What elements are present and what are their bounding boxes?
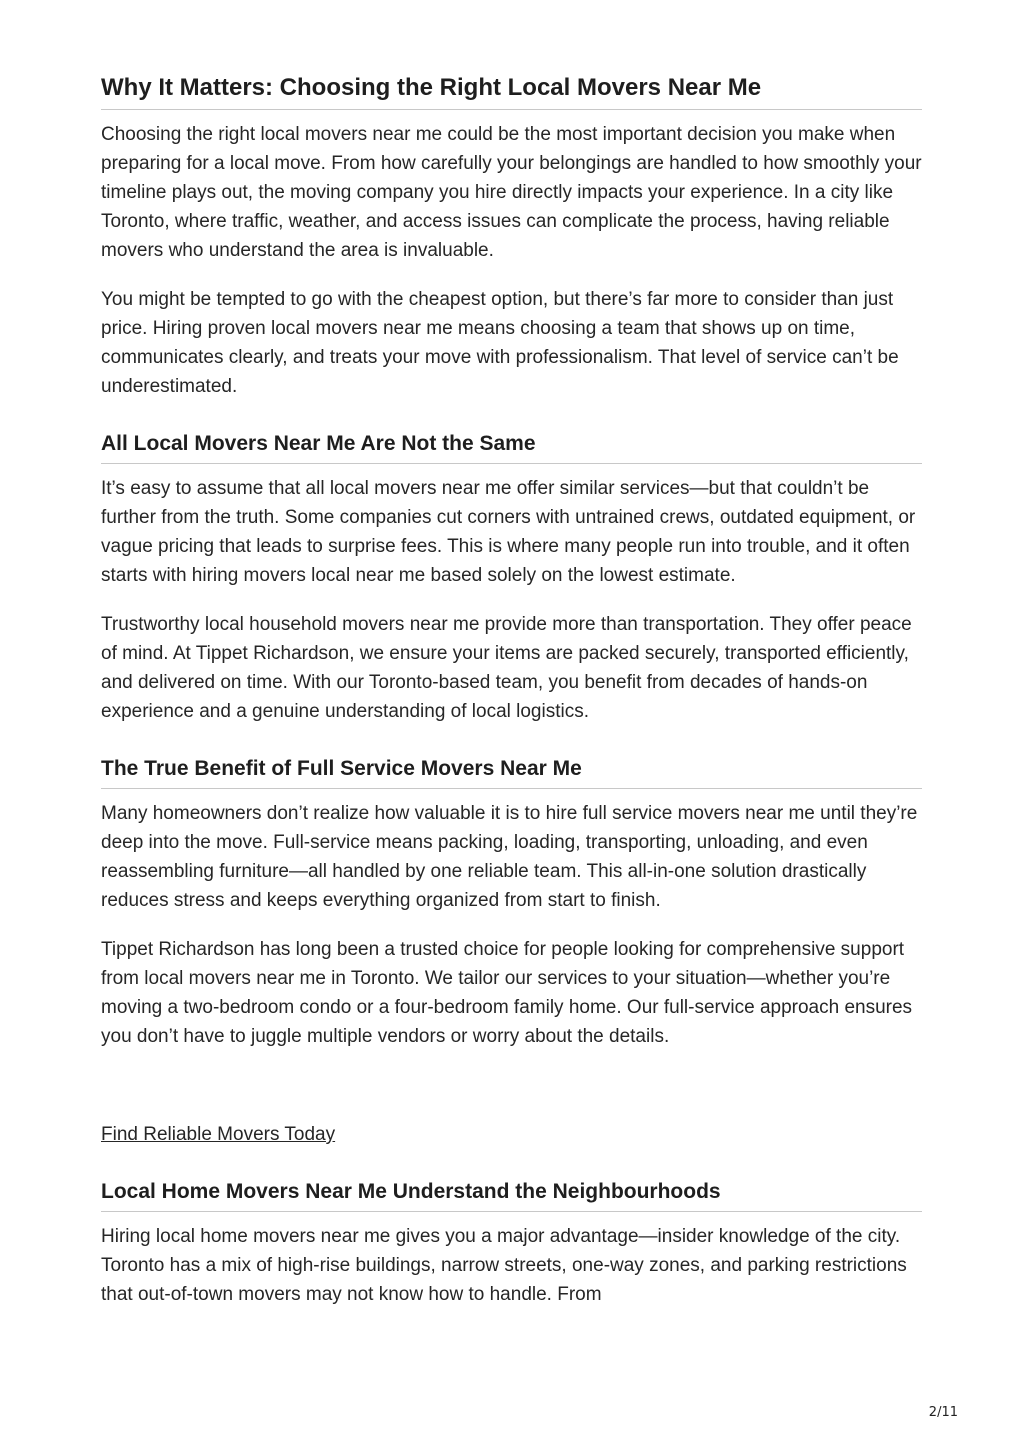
paragraph: You might be tempted to go with the cheapest option, but there’s far more to consider than just price. Hiring proven local movers near me means choosing a team that shows up on time, communicates clearly, and treats your move with professionalism. That level of service can’t be underestimated. [101, 289, 899, 397]
section-full-service [101, 754, 922, 1149]
document-page [101, 71, 922, 1309]
paragraph: Tippet Richardson has long been a trusted choice for people looking for comprehensive support from local movers near me in Toronto. We tailor our services to your situation—whether you’re moving a two-bedroom condo or a four-bedroom family home. Our full-service approach ensures you don’t have to juggle multiple vendors or worry about the details. [101, 939, 913, 1047]
section-heading: Why It Matters: Choosing the Right Local Movers Near Me [101, 71, 922, 110]
paragraph: It’s easy to assume that all local movers near me offer similar services—but that couldn’t be further from the truth. Some companies cut corners with untrained crews, outdated equipment, or vague pricing that leads to surprise fees. This is where many people run into trouble, and it often starts with hiring movers local near me based solely on the lowest estimate. [101, 478, 916, 586]
section-why-it-matters [101, 71, 922, 401]
page-number: 2/11 [928, 1405, 958, 1420]
paragraph: Hiring local home movers near me gives you a major advantage—insider knowledge of the city. Toronto has a mix of high-rise buildings, narrow streets, one-way zones, and parking restrictions that out-of-town movers may not know how to handle. From [101, 1226, 907, 1305]
section-neighbourhoods [101, 1177, 922, 1309]
section-heading: The True Benefit of Full Service Movers Near Me [101, 754, 922, 789]
paragraph: Trustworthy local household movers near me provide more than transportation. They offer peace of mind. At Tippet Richardson, we ensure your items are packed securely, transported efficiently, and delivered on time. With our Toronto-based team, you benefit from decades of hands-on experience and a genuine understanding of local logistics. [101, 614, 912, 722]
section-heading: All Local Movers Near Me Are Not the Same [101, 429, 922, 464]
paragraph: Choosing the right local movers near me could be the most important decision you make when preparing for a local move. From how carefully your belongings are handled to how smoothly your timeline plays out, the moving company you hire directly impacts your experience. In a city like Toronto, where traffic, weather, and access issues can complicate the process, having reliable movers who understand the area is invaluable. [101, 124, 922, 261]
section-heading: Local Home Movers Near Me Understand the Neighbourhoods [101, 1177, 922, 1212]
paragraph: Many homeowners don’t realize how valuable it is to hire full service movers near me until they’re deep into the move. Full-service means packing, loading, transporting, unloading, and even reassembling furniture—all handled by one reliable team. This all-in-one solution drastically reduces stress and keeps everything organized from start to finish. [101, 803, 918, 911]
cta-hidden-text: Looking for trustworthy local movers? Get expert tips to make the right choice! [101, 1075, 757, 1096]
find-movers-link[interactable]: Find Reliable Movers Today [101, 1124, 336, 1145]
section-not-the-same [101, 429, 922, 726]
